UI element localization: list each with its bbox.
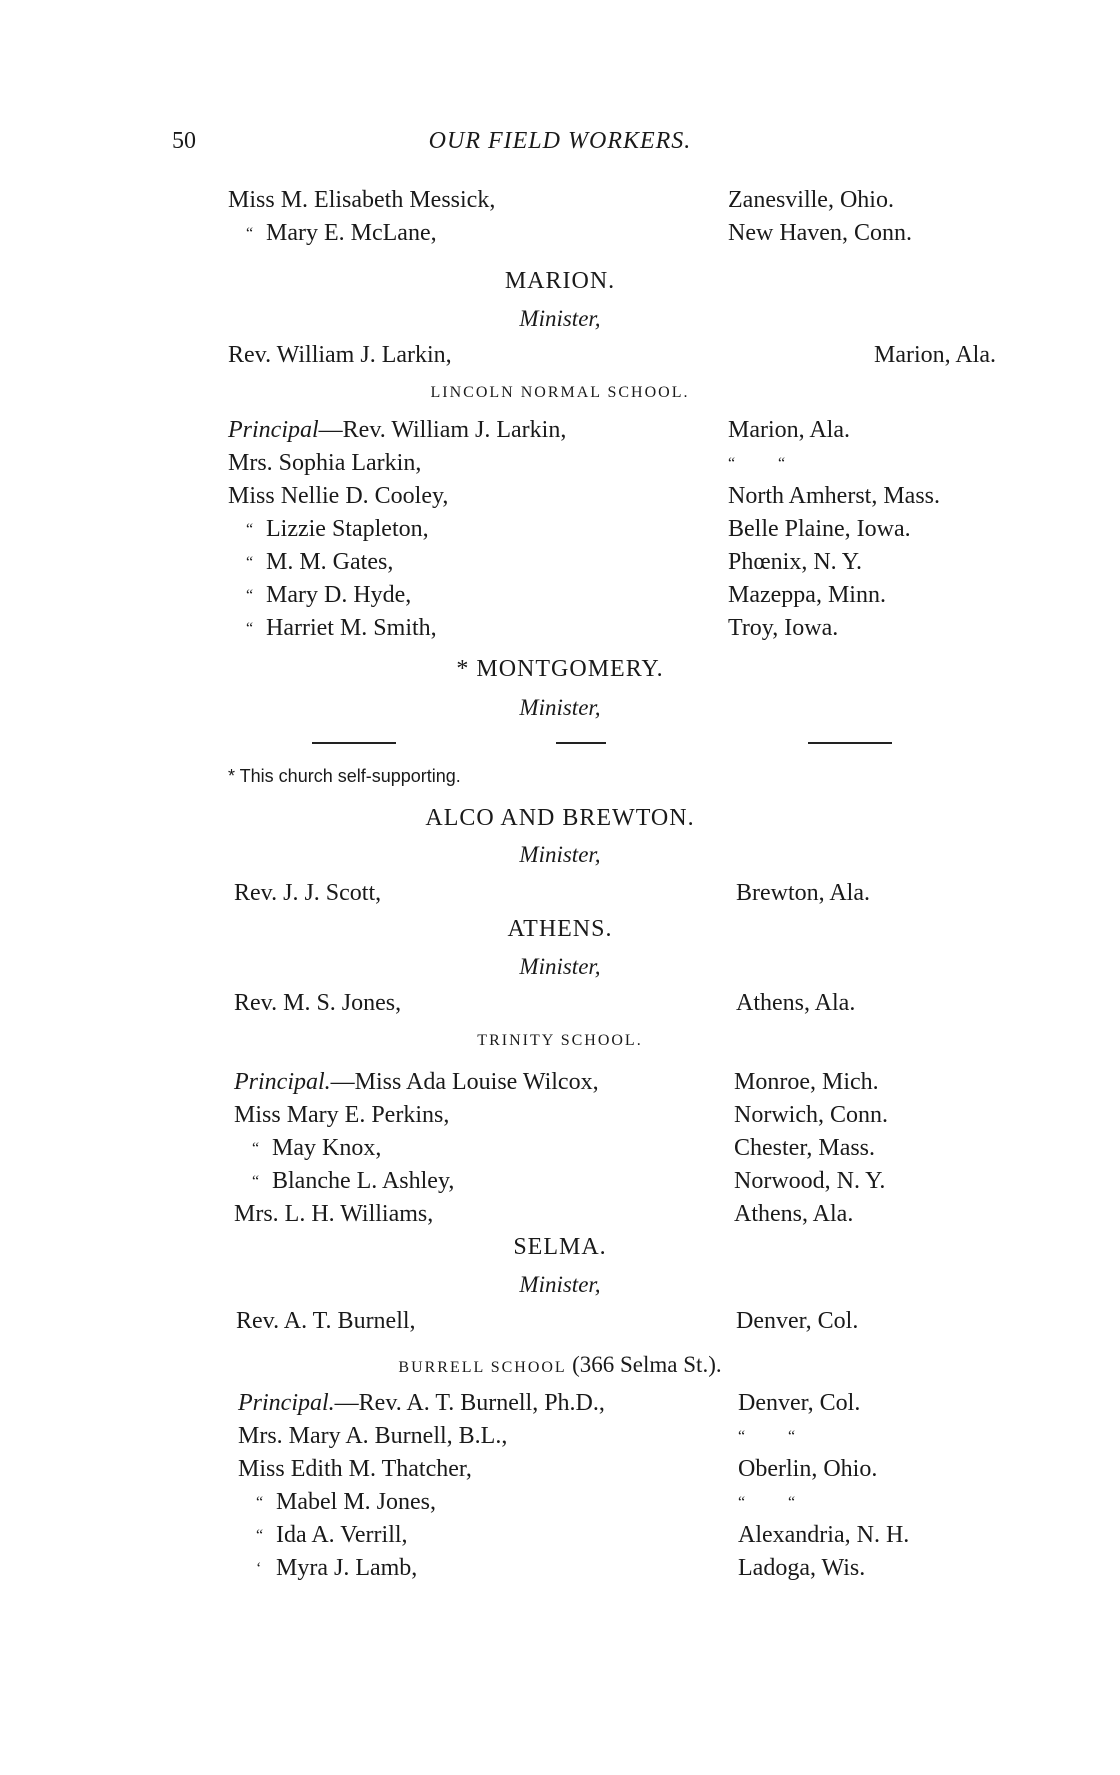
list-item: “ Blanche L. Ashley, Norwood, N. Y. [252, 1168, 886, 1194]
list-item: Mrs. Mary A. Burnell, B.L., “ “ [238, 1423, 796, 1449]
list-item: Miss Edith M. Thatcher, Oberlin, Ohio. [238, 1456, 878, 1482]
list-item: Rev. M. S. Jones, Athens, Ala. [234, 990, 856, 1016]
list-item: Rev. A. T. Burnell, Denver, Col. [236, 1308, 859, 1334]
selma-minister [236, 1305, 1016, 1338]
trinity-staff-list [234, 1066, 1014, 1231]
list-item: Miss Nellie D. Cooley, North Amherst, Mass. [228, 483, 940, 509]
minister-label: Minister, [519, 1272, 601, 1297]
list-item: “ Harriet M. Smith, Troy, Iowa. [246, 615, 839, 641]
list-item: ‘ Myra J. Lamb, Ladoga, Wis. [256, 1555, 866, 1581]
list-item: “ Mary D. Hyde, Mazeppa, Minn. [246, 582, 886, 608]
running-title: OUR FIELD WORKERS. [428, 128, 692, 154]
vacant-dash [556, 742, 606, 744]
list-item: Principal—Rev. William J. Larkin, Marion, Ala. [228, 417, 850, 443]
school-heading-lincoln: LINCOLN NORMAL SCHOOL. [430, 384, 690, 401]
section-heading-selma: SELMA. [513, 1234, 607, 1260]
school-heading-trinity: TRINITY SCHOOL. [477, 1032, 643, 1049]
minister-label: Minister, [519, 695, 601, 720]
minister-label: Minister, [519, 842, 601, 867]
list-item: Miss Mary E. Perkins, Norwich, Conn. [234, 1102, 888, 1128]
list-item: “ M. M. Gates, Phœnix, N. Y. [246, 549, 863, 575]
list-item: “ Lizzie Stapleton, Belle Plaine, Iowa. [246, 516, 911, 542]
list-item: “ Mary E. McLane, New Haven, Conn. [246, 220, 912, 246]
minister-label: Minister, [519, 954, 601, 979]
burrell-staff-list [238, 1387, 1018, 1585]
continuation-list [228, 184, 1008, 250]
list-item: Principal.—Miss Ada Louise Wilcox, Monroe, Mich. [234, 1069, 879, 1095]
list-item: Mrs. L. H. Williams, Athens, Ala. [234, 1201, 854, 1227]
vacant-place-dash [808, 742, 892, 744]
page-header [0, 128, 1120, 158]
list-item: Principal.—Rev. A. T. Burnell, Ph.D., Denver, Col. [238, 1390, 861, 1416]
lincoln-staff-list [228, 414, 1008, 645]
list-item: “ Mabel M. Jones, “ “ [256, 1489, 796, 1515]
list-item: “ Ida A. Verrill, Alexandria, N. H. [256, 1522, 910, 1548]
list-item: Mrs. Sophia Larkin, “ “ [228, 450, 786, 476]
school-heading-burrell: BURRELL SCHOOL (366 Selma St.). [398, 1352, 722, 1377]
section-heading-marion: MARION. [504, 268, 616, 294]
list-item: Rev. J. J. Scott, Brewton, Ala. [234, 880, 870, 906]
list-item: “ May Knox, Chester, Mass. [252, 1135, 876, 1161]
footnote: * This church self-supporting. [228, 766, 461, 786]
section-heading-athens: ATHENS. [507, 916, 613, 942]
list-item: Rev. William J. Larkin, Marion, Ala. [228, 342, 996, 368]
section-heading-montgomery: * MONTGOMERY. [456, 656, 664, 682]
list-item: Miss M. Elisabeth Messick, Zanesville, Ohio. [228, 187, 894, 213]
marion-minister [228, 339, 1008, 372]
vacant-name-dash [312, 742, 396, 744]
minister-label: Minister, [519, 306, 601, 331]
alco-minister [228, 877, 1008, 910]
athens-minister [228, 987, 1008, 1020]
section-heading-alco-brewton: ALCO AND BREWTON. [425, 805, 695, 831]
page-number: 50 [172, 128, 196, 154]
